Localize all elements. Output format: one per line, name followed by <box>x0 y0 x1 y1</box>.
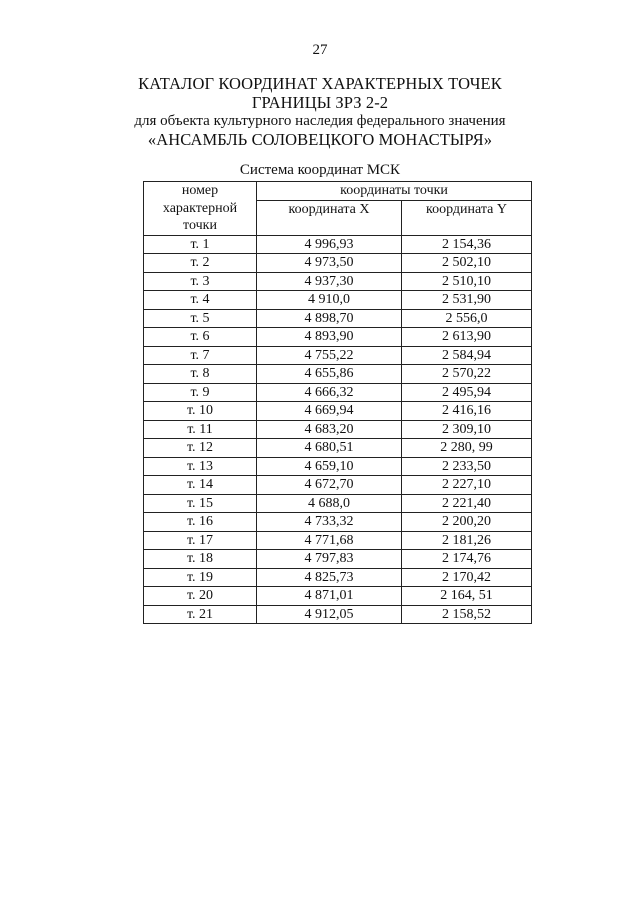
cell-coordinate-y: 2 570,22 <box>402 365 532 384</box>
table-row <box>144 309 532 328</box>
cell-point-number: т. 11 <box>144 420 257 439</box>
cell-point-number: т. 5 <box>144 309 257 328</box>
cell-coordinate-y: 2 502,10 <box>402 254 532 273</box>
cell-coordinate-x: 4 669,94 <box>257 402 402 421</box>
cell-coordinate-y: 2 416,16 <box>402 402 532 421</box>
catalog-title <box>0 74 640 149</box>
cell-point-number: т. 9 <box>144 383 257 402</box>
cell-coordinate-x: 4 825,73 <box>257 568 402 587</box>
cell-coordinate-x: 4 771,68 <box>257 531 402 550</box>
cell-point-number: т. 13 <box>144 457 257 476</box>
cell-point-number: т. 10 <box>144 402 257 421</box>
cell-coordinate-y: 2 233,50 <box>402 457 532 476</box>
cell-point-number: т. 21 <box>144 605 257 624</box>
cell-point-number: т. 7 <box>144 346 257 365</box>
cell-point-number: т. 3 <box>144 272 257 291</box>
cell-coordinate-x: 4 755,22 <box>257 346 402 365</box>
cell-coordinate-x: 4 655,86 <box>257 365 402 384</box>
cell-coordinate-y: 2 174,76 <box>402 550 532 569</box>
cell-coordinate-x: 4 937,30 <box>257 272 402 291</box>
header-coordinate-x: координата X <box>257 201 402 235</box>
cell-coordinate-x: 4 733,32 <box>257 513 402 532</box>
cell-coordinate-y: 2 613,90 <box>402 328 532 347</box>
table-row <box>144 402 532 421</box>
title-line-1: КАТАЛОГ КООРДИНАТ ХАРАКТЕРНЫХ ТОЧЕК <box>138 74 502 93</box>
cell-coordinate-x: 4 688,0 <box>257 494 402 513</box>
table-row <box>144 235 532 254</box>
cell-coordinate-y: 2 170,42 <box>402 568 532 587</box>
cell-coordinate-y: 2 164, 51 <box>402 587 532 606</box>
cell-coordinate-y: 2 221,40 <box>402 494 532 513</box>
cell-point-number: т. 14 <box>144 476 257 495</box>
cell-coordinate-y: 2 584,94 <box>402 346 532 365</box>
cell-point-number: т. 19 <box>144 568 257 587</box>
cell-coordinate-y: 2 531,90 <box>402 291 532 310</box>
table-row <box>144 513 532 532</box>
cell-coordinate-y: 2 556,0 <box>402 309 532 328</box>
cell-coordinate-y: 2 309,10 <box>402 420 532 439</box>
header-point-line-3: точки <box>183 218 217 233</box>
table-row <box>144 605 532 624</box>
cell-point-number: т. 4 <box>144 291 257 310</box>
table-row <box>144 587 532 606</box>
cell-coordinate-x: 4 666,32 <box>257 383 402 402</box>
title-line-4: «АНСАМБЛЬ СОЛОВЕЦКОГО МОНАСТЫРЯ» <box>147 130 493 149</box>
cell-coordinate-x: 4 910,0 <box>257 291 402 310</box>
cell-coordinate-x: 4 973,50 <box>257 254 402 273</box>
coordinates-table <box>143 181 532 624</box>
cell-coordinate-x: 4 893,90 <box>257 328 402 347</box>
cell-point-number: т. 18 <box>144 550 257 569</box>
cell-coordinate-x: 4 683,20 <box>257 420 402 439</box>
table-row <box>144 439 532 458</box>
cell-coordinate-x: 4 797,83 <box>257 550 402 569</box>
cell-coordinate-y: 2 495,94 <box>402 383 532 402</box>
cell-coordinate-x: 4 871,01 <box>257 587 402 606</box>
table-row <box>144 365 532 384</box>
cell-coordinate-x: 4 898,70 <box>257 309 402 328</box>
cell-point-number: т. 17 <box>144 531 257 550</box>
table-row <box>144 272 532 291</box>
cell-point-number: т. 1 <box>144 235 257 254</box>
cell-coordinate-y: 2 200,20 <box>402 513 532 532</box>
table-row <box>144 568 532 587</box>
cell-point-number: т. 20 <box>144 587 257 606</box>
cell-coordinate-y: 2 158,52 <box>402 605 532 624</box>
table-row <box>144 254 532 273</box>
cell-coordinate-x: 4 659,10 <box>257 457 402 476</box>
table-row <box>144 476 532 495</box>
cell-point-number: т. 8 <box>144 365 257 384</box>
cell-point-number: т. 6 <box>144 328 257 347</box>
header-point-line-2: характерной <box>162 200 238 216</box>
table-row <box>144 494 532 513</box>
header-point-number <box>144 182 257 236</box>
cell-coordinate-x: 4 912,05 <box>257 605 402 624</box>
cell-coordinate-y: 2 181,26 <box>402 531 532 550</box>
title-line-3: для объекта культурного наследия федерального значения <box>134 113 506 129</box>
header-coordinate-y: координата Y <box>402 201 532 235</box>
table-row <box>144 291 532 310</box>
table-row <box>144 420 532 439</box>
cell-coordinate-y: 2 510,10 <box>402 272 532 291</box>
table-row <box>144 457 532 476</box>
cell-coordinate-x: 4 996,93 <box>257 235 402 254</box>
table-row <box>144 383 532 402</box>
cell-point-number: т. 12 <box>144 439 257 458</box>
page-number: 27 <box>312 42 328 58</box>
cell-coordinate-x: 4 680,51 <box>257 439 402 458</box>
cell-coordinate-y: 2 227,10 <box>402 476 532 495</box>
cell-coordinate-y: 2 280, 99 <box>402 439 532 458</box>
cell-point-number: т. 2 <box>144 254 257 273</box>
table-row <box>144 328 532 347</box>
cell-point-number: т. 15 <box>144 494 257 513</box>
title-line-2: ГРАНИЦЫ ЗРЗ 2-2 <box>251 93 389 112</box>
cell-coordinate-y: 2 154,36 <box>402 235 532 254</box>
cell-point-number: т. 16 <box>144 513 257 532</box>
table-row <box>144 346 532 365</box>
header-point-line-1: номер <box>181 183 219 198</box>
table-body <box>144 235 532 624</box>
cell-coordinate-x: 4 672,70 <box>257 476 402 495</box>
table-row <box>144 531 532 550</box>
coordinate-system-caption: Система координат МСК <box>239 162 401 178</box>
header-coordinates: координаты точки <box>257 182 532 201</box>
table-row <box>144 550 532 569</box>
